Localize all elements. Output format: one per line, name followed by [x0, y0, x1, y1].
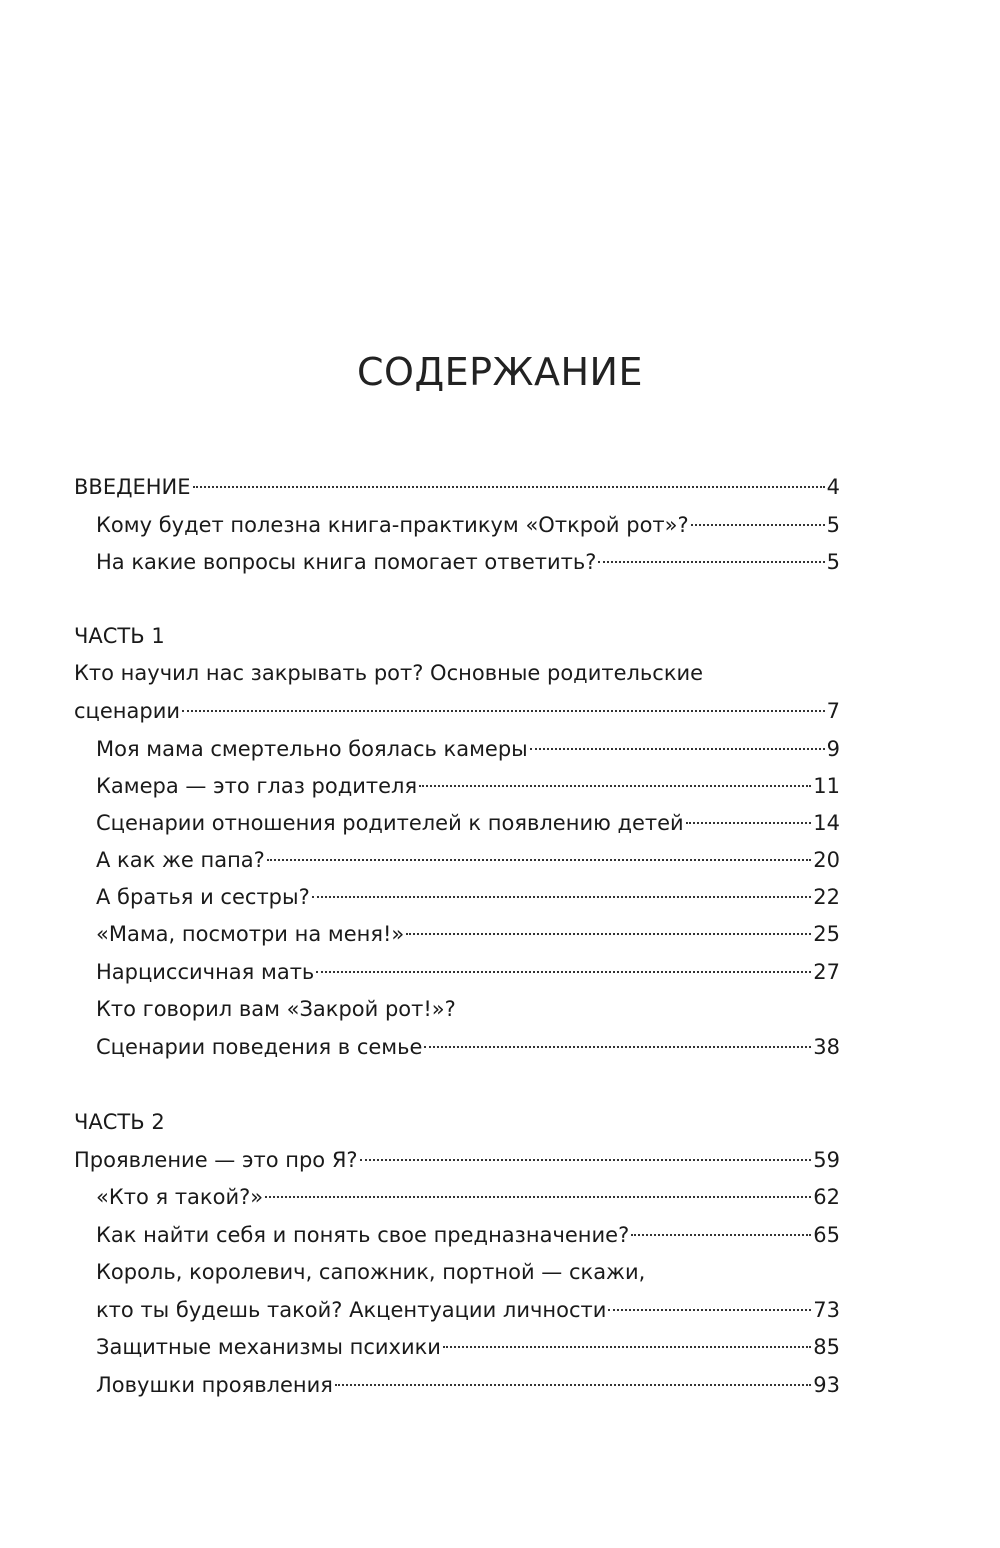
toc-entry-title: А как же папа?	[96, 848, 265, 872]
toc-entry-title: «Мама, посмотри на меня!»	[96, 922, 405, 946]
toc-entry-title: Камера — это глаз родителя	[96, 774, 418, 798]
toc-page-number: 59	[813, 1148, 840, 1172]
toc-entry[interactable]	[96, 547, 840, 577]
toc-page-number: 22	[813, 885, 840, 909]
toc-page-number: 85	[813, 1335, 840, 1359]
toc-entry-title: Сценарии поведения в семье	[96, 1035, 423, 1059]
toc-entry[interactable]	[96, 808, 840, 838]
toc-entry[interactable]	[96, 845, 840, 875]
dot-leader	[335, 1384, 811, 1386]
dot-leader	[631, 1234, 811, 1236]
toc-page-number: 25	[813, 922, 840, 946]
toc-entry[interactable]	[96, 1295, 840, 1325]
toc-page-number: 11	[813, 774, 840, 798]
toc-entry[interactable]	[96, 1220, 840, 1250]
toc-page-number: 38	[813, 1035, 840, 1059]
dot-leader	[530, 748, 825, 750]
page-title: СОДЕРЖАНИЕ	[357, 350, 643, 394]
toc-entry[interactable]	[96, 1182, 840, 1212]
toc-entry-title: Кому будет полезна книга-практикум «Открой рот»?	[96, 513, 689, 537]
toc-entry-title: Защитные механизмы психики	[96, 1335, 441, 1359]
part-label: ЧАСТЬ 2	[74, 1110, 165, 1134]
toc-entry-title: Сценарии отношения родителей к появлению детей	[96, 811, 684, 835]
dot-leader	[182, 710, 825, 712]
dot-leader	[360, 1159, 812, 1161]
toc-entry[interactable]	[96, 882, 840, 912]
toc-entry[interactable]	[96, 1032, 840, 1062]
toc-entry-title: Нарциссичная мать	[96, 960, 315, 984]
toc-entry[interactable]	[96, 510, 840, 540]
dot-leader	[608, 1309, 811, 1311]
dot-leader	[406, 933, 811, 935]
toc-entry-title: «Кто я такой?»	[96, 1185, 264, 1209]
toc-entry[interactable]	[96, 919, 840, 949]
dot-leader	[193, 486, 825, 488]
dot-leader	[265, 1196, 811, 1198]
toc-entry-title: кто ты будешь такой? Акцентуации личности	[96, 1298, 607, 1322]
toc-page-number: 65	[813, 1223, 840, 1247]
toc-entry-title: Моя мама смертельно боялась камеры	[96, 737, 528, 761]
dot-leader	[691, 524, 825, 526]
toc-page-number: 7	[826, 699, 840, 723]
toc-entry[interactable]	[96, 1332, 840, 1362]
toc-entry-title: А братья и сестры?	[96, 885, 310, 909]
toc-entry-line[interactable]: Король, королевич, сапожник, портной — скажи,	[96, 1260, 646, 1284]
toc-entry[interactable]	[96, 771, 840, 801]
toc-entry[interactable]	[96, 957, 840, 987]
toc-page-number: 73	[813, 1298, 840, 1322]
toc-entry[interactable]	[96, 1370, 840, 1400]
toc-page-number: 93	[813, 1373, 840, 1397]
toc-page-number: 4	[826, 475, 840, 499]
toc-page-number: 14	[813, 811, 840, 835]
dot-leader	[686, 822, 812, 824]
toc-page-number: 20	[813, 848, 840, 872]
dot-leader	[267, 859, 811, 861]
toc-entry-part1-heading[interactable]	[74, 696, 840, 726]
dot-leader	[598, 561, 824, 563]
part-label: ЧАСТЬ 1	[74, 624, 165, 648]
toc-entry-title: ВВЕДЕНИЕ	[74, 475, 191, 499]
dot-leader	[424, 1046, 811, 1048]
toc-entry-title: Проявление — это про Я?	[74, 1148, 358, 1172]
part-heading-line[interactable]: Кто научил нас закрывать рот? Основные родительские	[74, 661, 704, 685]
toc-page-number: 5	[826, 550, 840, 574]
toc-entry-intro[interactable]	[74, 472, 840, 502]
dot-leader	[443, 1346, 811, 1348]
dot-leader	[316, 971, 811, 973]
toc-page-number: 27	[813, 960, 840, 984]
toc-entry-title: Ловушки проявления	[96, 1373, 333, 1397]
toc-page-number: 5	[826, 513, 840, 537]
dot-leader	[312, 896, 812, 898]
toc-entry[interactable]	[96, 734, 840, 764]
toc-entry-line[interactable]: Кто говорил вам «Закрой рот!»?	[96, 997, 456, 1021]
toc-entry-title: сценарии	[74, 699, 180, 723]
toc-page-number: 9	[826, 737, 840, 761]
dot-leader	[419, 785, 811, 787]
toc-page-number: 62	[813, 1185, 840, 1209]
toc-entry-part2-heading[interactable]	[74, 1145, 840, 1175]
toc-entry-title: Как найти себя и понять свое предназначение?	[96, 1223, 630, 1247]
toc-entry-title: На какие вопросы книга помогает ответить?	[96, 550, 597, 574]
